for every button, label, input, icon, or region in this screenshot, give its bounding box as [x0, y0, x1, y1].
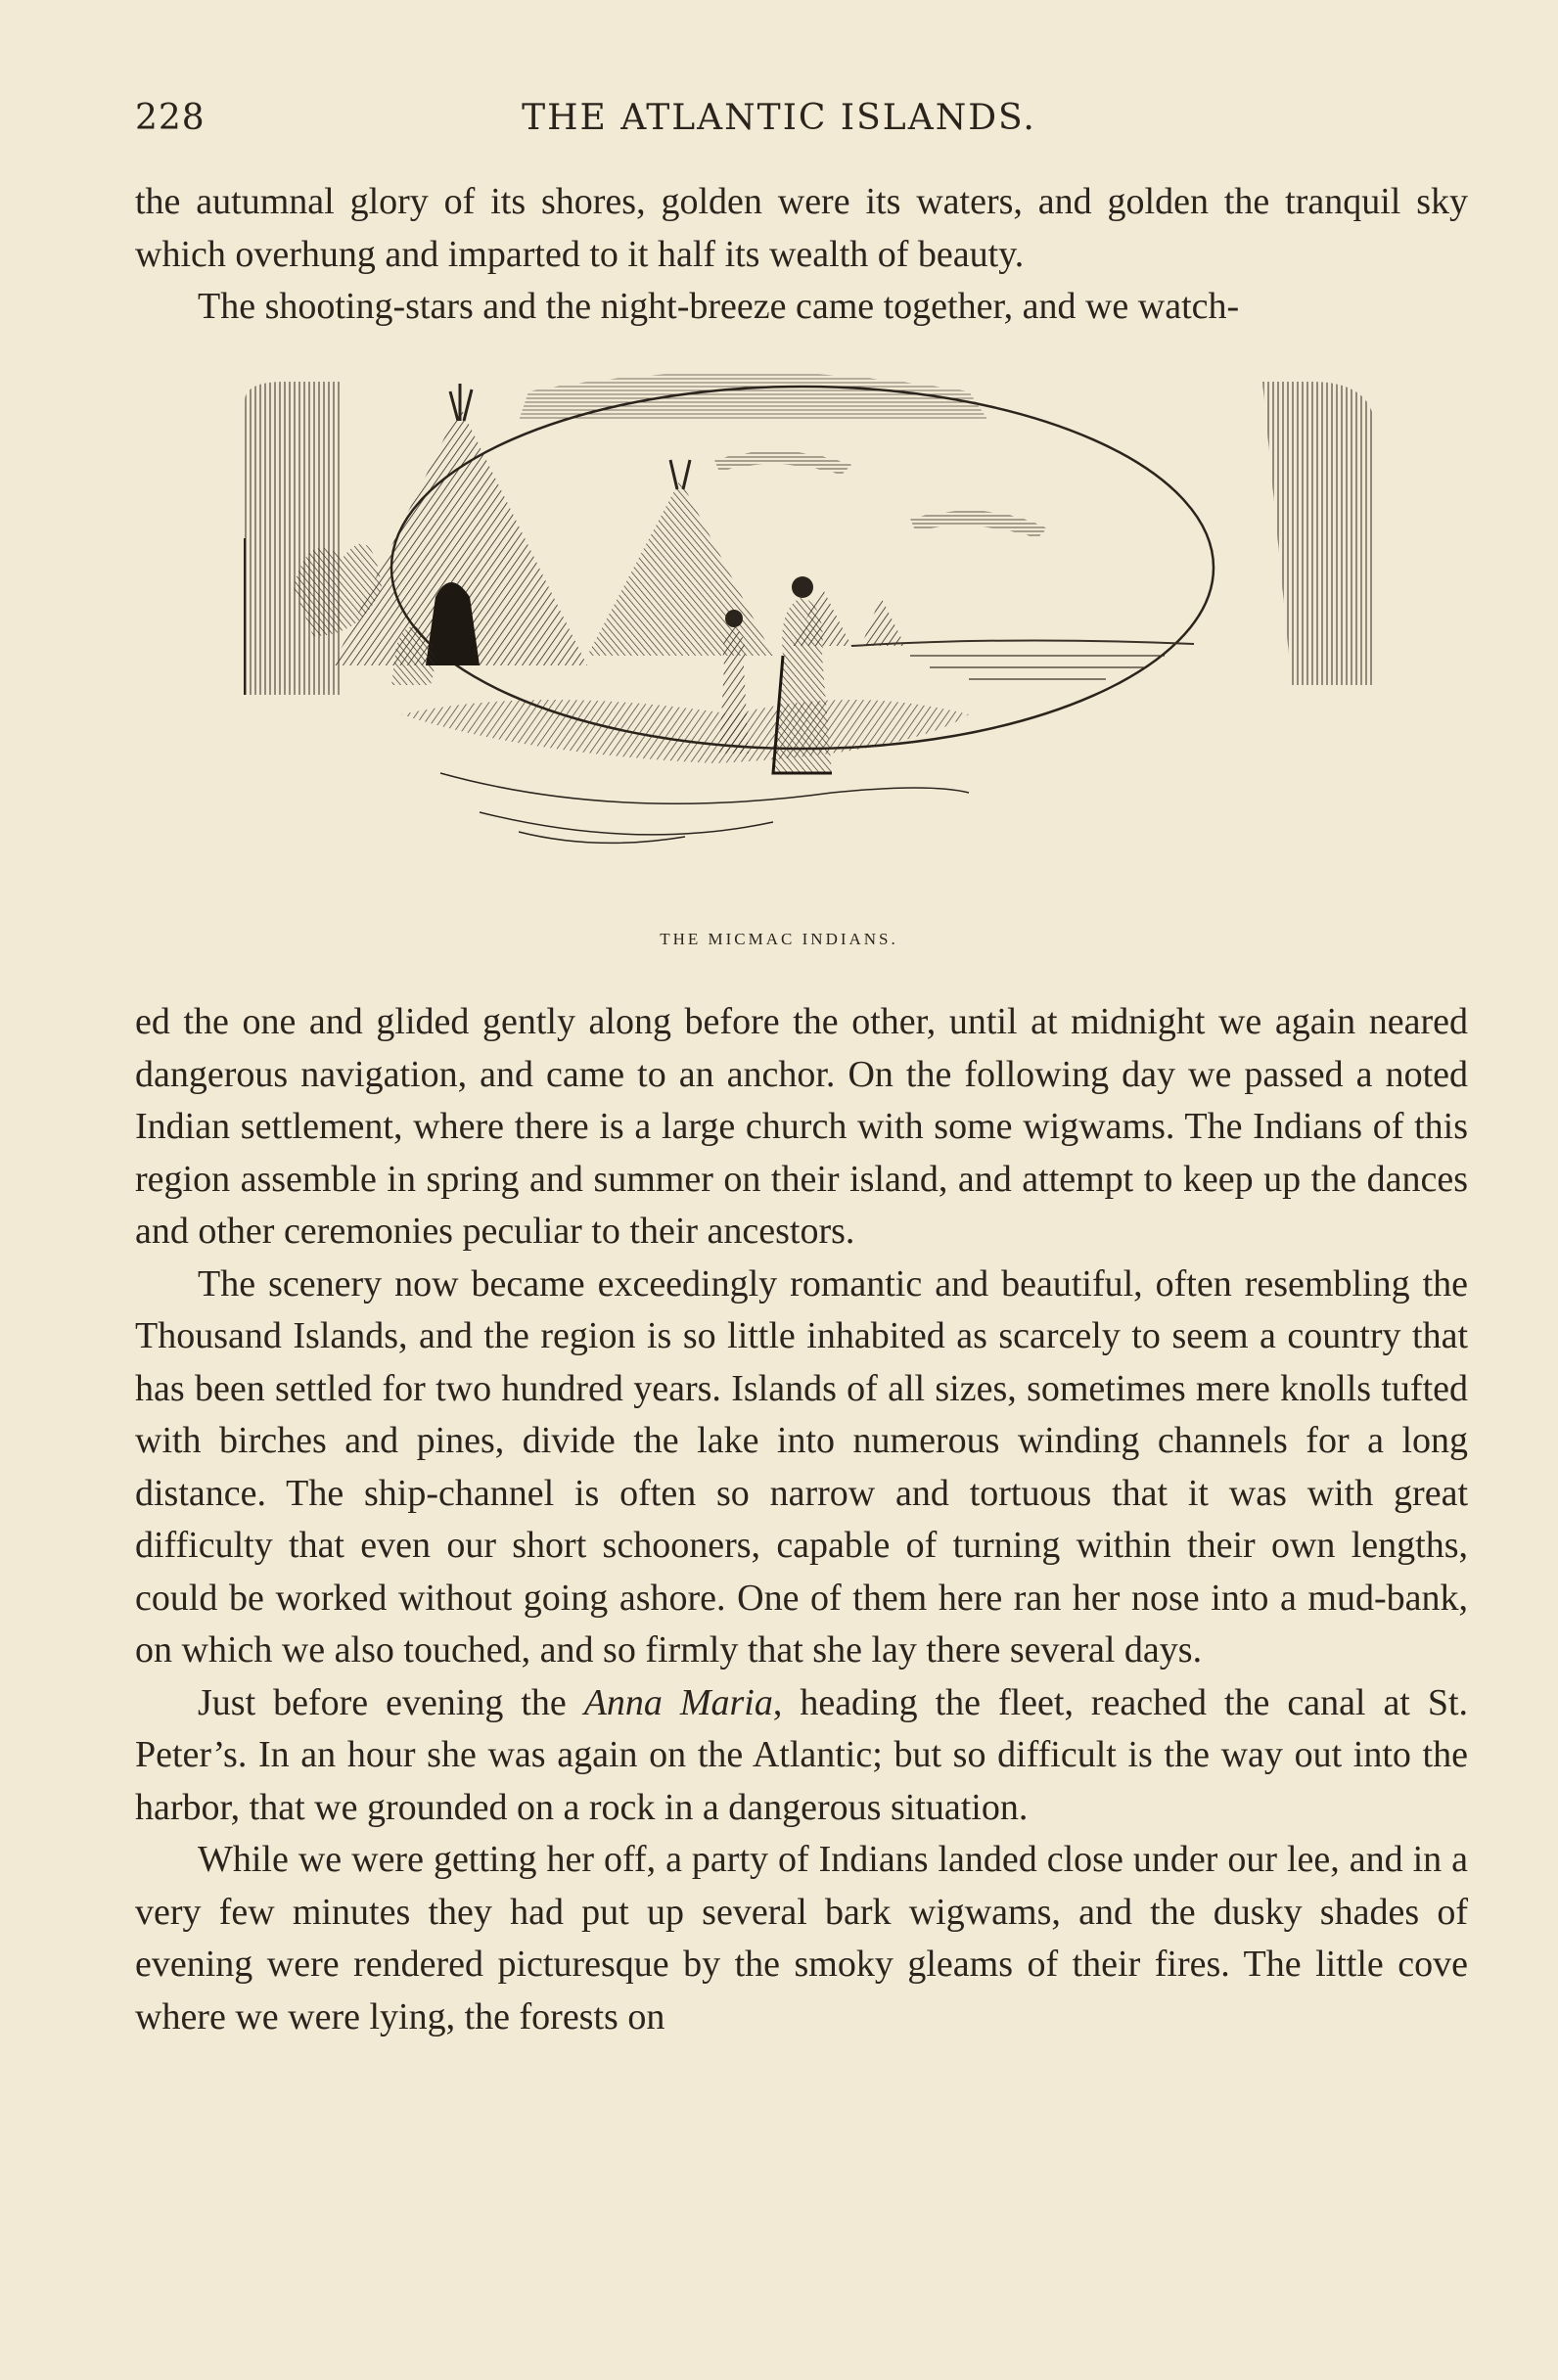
paragraph	[135, 1677, 1468, 1835]
paragraph: While we were getting her off, a party of Indians landed close under our lee, and in a very few minutes they had put up several bark wigwams, and the dusky shades of evening were rendered picturesque by the smoky gleams of their fires. The little cove where we were lying, the forests on	[135, 1839, 1468, 2037]
paragraph: ed the one and glided gently along before the other, until at midnight we again neared dangerous navigation, and came to an anchor. On the following day we passed a noted Indian settlement, where there is a large church with some wigwams. The Indians of this region assemble in spring and summer on their island, and attempt to keep up the dances and other ceremonies peculiar to their ancestors.	[135, 1001, 1468, 1252]
micmac-indians-engraving	[225, 362, 1380, 910]
paragraph: the autumnal glory of its shores, golden were its waters, and golden the tranquil sky which overhung and imparted to it half its wealth of beauty.	[135, 181, 1468, 275]
text-block-top	[135, 176, 1468, 334]
paragraph-text: Just before evening the	[198, 1681, 584, 1723]
text-block-bottom	[135, 996, 1468, 2043]
paragraph: The scenery now became exceedingly romantic and beautiful, often resembling the Thousand Islands, and the region is so little inhabited as scarcely to seem a country that has been settled for two hundred years. Islands of all sizes, sometimes mere knolls tufted with birches and pines, divide the lake into numerous winding channels for a long distance. The ship-channel is often so narrow and tortuous that it was with great difficulty that even our short schooners, capable of turning within their own lengths, could be worked without going ashore. One of them here ran her nose into a mud-bank, on which we also touched, and so firmly that she lay there several days.	[135, 1262, 1468, 1671]
running-title: THE ATLANTIC ISLANDS.	[522, 98, 1036, 138]
paragraph: The shooting-stars and the night-breeze came together, and we watch-	[198, 286, 1240, 327]
figure-caption: THE MICMAC INDIANS.	[660, 930, 898, 948]
page-number: 228	[135, 98, 206, 138]
paragraph-text: , heading the fleet, reached the canal at St. Peter’s. In an hour she was again on the Atlantic; but so difficult is the way out into the harbor, that we grounded on a rock in a dangerous situation.	[135, 1681, 1469, 1828]
ship-name: Anna Maria	[583, 1681, 773, 1723]
page-header	[135, 98, 1423, 147]
